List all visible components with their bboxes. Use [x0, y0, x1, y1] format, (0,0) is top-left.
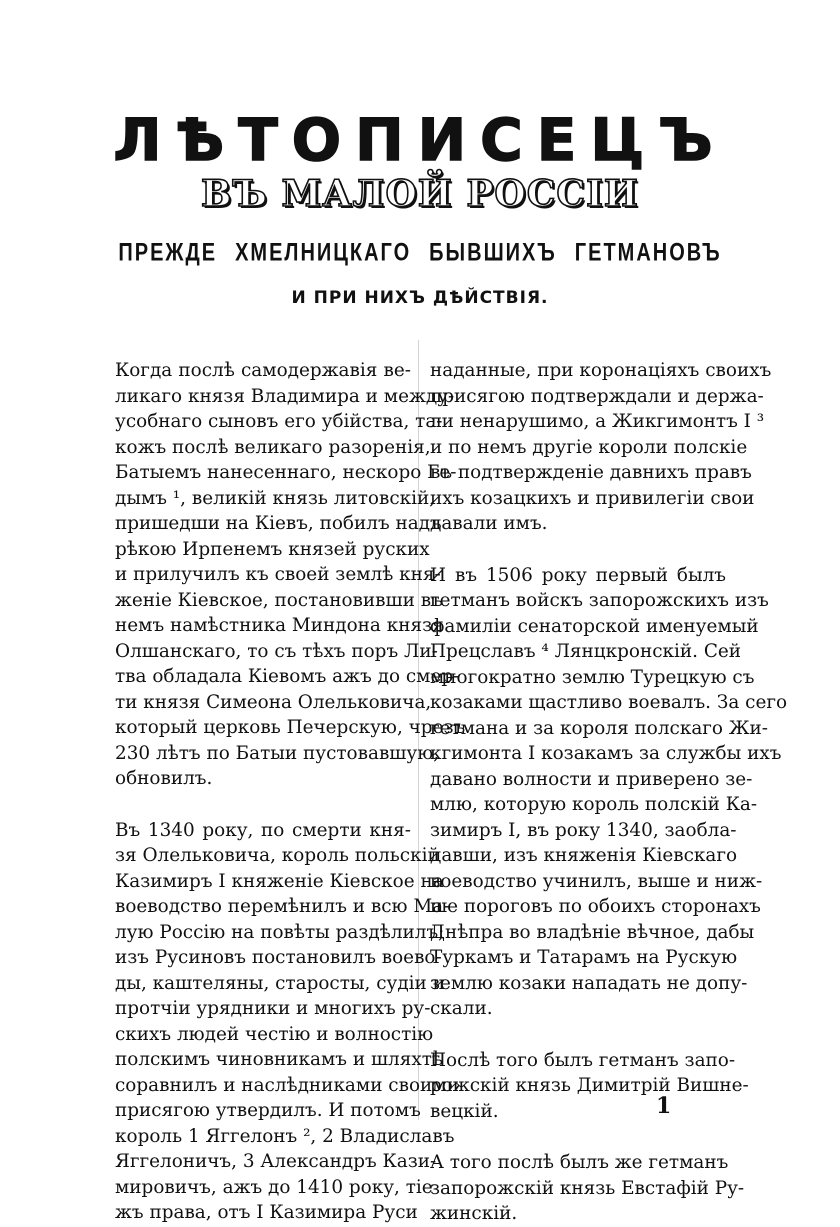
text-line: тва обладала Кіевомъ ажъ до смер-: [115, 666, 460, 687]
text-line: ти князя Симеона Олельковича,: [115, 691, 432, 713]
text-line: ихъ козацкихъ и привилегіи свои: [430, 487, 755, 509]
subtitle-word: БЫВШИХЪ: [429, 239, 557, 267]
text-line: Казимиръ I княженіе Кіевское на: [115, 870, 444, 892]
paragraph: [430, 358, 772, 537]
text-line: немъ намѣстника Миндона князя: [115, 615, 444, 636]
text-line: жъ права, отъ I Казимира Руси: [115, 1202, 418, 1223]
text-line: присягою подтверждали и держа-: [430, 385, 764, 407]
text-line: зя Олельковича, король польскій: [115, 845, 440, 866]
text-line: запорожскій князь Евстафій Ру-: [430, 1177, 745, 1199]
text-line: который церковь Печерскую, чрезъ: [115, 717, 466, 738]
right-column: [430, 358, 788, 1227]
page-subtitle-tertiary: И ПРИ НИХЪ ДѢЙСТВІЯ.: [291, 288, 549, 308]
text-line: полскимъ чиновникамъ и шляхтѣ: [115, 1049, 443, 1070]
page-title: ЛѢТОПИСЕЦЪ: [113, 106, 727, 174]
paragraph: [430, 1150, 745, 1227]
text-line: жинскій.: [430, 1203, 518, 1224]
text-line: пришедши на Кіевъ, побилъ надъ: [115, 513, 442, 534]
text-line: дымъ ¹, великій князь литовскій,: [115, 487, 436, 509]
text-line: воеводство учинилъ, выше и ниж-: [430, 870, 763, 892]
text-line: обновилъ.: [115, 768, 213, 789]
text-line: вецкій.: [430, 1100, 499, 1122]
text-line: въ подтвержденіе давнихъ правъ: [430, 462, 752, 483]
text-line: женіе Кіевское, постановивши въ: [115, 589, 443, 611]
text-line: гетманъ войскъ запорожскихъ изъ: [430, 590, 769, 611]
text-line: гетмана и за короля полскаго Жи-: [430, 717, 768, 739]
subtitle-word: ХМЕЛНИЦКАГО: [235, 239, 412, 267]
text-line: И въ 1506 року первый былъ: [430, 564, 726, 586]
subtitle-word: ГЕТМАНОВЪ: [574, 239, 722, 267]
text-line: мировичъ, ажъ до 1410 року, тіе: [115, 1176, 433, 1198]
text-line: ли ненарушимо, а Жикгимонтъ I ³: [430, 411, 765, 432]
text-line: Въ 1340 року, по смерти кня-: [115, 819, 411, 841]
text-line: скали.: [430, 998, 493, 1019]
text-line: Днѣпра во владѣніе вѣчное, дабы: [430, 921, 755, 943]
text-line: рѣкою Ирпенемъ князей руских: [115, 538, 430, 560]
text-line: давши, изъ княженія Кіевскаго: [430, 845, 738, 866]
text-line: А того послѣ былъ же гетманъ: [430, 1152, 729, 1173]
text-line: зимиръ I, въ року 1340, заобла-: [430, 819, 737, 841]
text-line: усобнаго сыновъ его убійства, та-: [115, 411, 443, 432]
text-line: давали имъ.: [430, 513, 548, 534]
text-line: землю козаки нападать не допу-: [430, 972, 748, 994]
paragraph: [430, 1048, 749, 1125]
text-line: кгимонта I козакамъ за службы ихъ: [430, 743, 782, 764]
text-line: Послѣ того былъ гетманъ запо-: [430, 1049, 736, 1071]
text-line: ды, каштеляны, старосты, судіи и: [115, 972, 445, 994]
text-line: млю, которую король полскій Ка-: [430, 794, 758, 815]
text-line: фамиліи сенаторской именуемый: [430, 615, 759, 637]
text-line: Батыемъ нанесеннаго, нескоро Ге-: [115, 462, 457, 483]
text-line: лую Россію на повѣты раздѣлилъ;: [115, 921, 445, 943]
text-line: давано волности и приверено зе-: [430, 768, 753, 790]
paragraph: [430, 563, 788, 1022]
text-line: король 1 Яггелонъ ², 2 Владиславъ: [115, 1125, 455, 1147]
text-line: и по немъ другіе короли полскіе: [430, 436, 748, 458]
page-subtitle-secondary: [0, 237, 840, 270]
text-line: Туркамъ и Татарамъ на Рускую: [430, 947, 738, 968]
text-line: ликагo князя Владимира и между-: [115, 385, 455, 407]
text-line: протчіи урядники и многихъ ру-: [115, 998, 431, 1019]
paragraph: [115, 358, 466, 792]
page-subtitle: ВЪ МАЛОЙ РОССІИ: [201, 173, 639, 215]
text-line: рожскій князь Димитрій Вишне-: [430, 1075, 749, 1096]
text-line: скихъ людей честію и волностію: [115, 1023, 434, 1045]
text-line: многократно землю Турецкую съ: [430, 666, 755, 688]
text-line: Прецславъ ⁴ Лянцкронскій. Сей: [430, 641, 742, 662]
subtitle-word: ПРЕЖДЕ: [118, 239, 218, 267]
text-line: кожъ послѣ великаго разоренія,: [115, 436, 431, 458]
text-line: Когда послѣ самодержавія ве-: [115, 360, 411, 381]
text-line: Яггелоничъ, 3 Александръ Кази-: [115, 1151, 437, 1172]
text-line: изъ Русиновъ постановилъ воево-: [115, 947, 442, 968]
text-line: воеводство перемѣнилъ и всю Ма-: [115, 896, 450, 917]
paragraph: [115, 818, 459, 1226]
text-line: наданные, при коронаціяхъ своихъ: [430, 360, 772, 381]
text-line: соравнилъ и наслѣдниками своими: [115, 1074, 459, 1096]
page-number: 1: [656, 1093, 672, 1119]
text-line: и прилучилъ къ своей землѣ кня-: [115, 564, 441, 585]
text-line: ше пороговъ по обоихъ сторонахъ: [430, 896, 761, 917]
text-line: присягою утвердилъ. И потомъ: [115, 1100, 421, 1121]
text-line: Олшанскаго, то съ тѣхъ поръ Ли-: [115, 640, 438, 662]
text-line: 230 лѣтъ по Батыи пустовавшую,: [115, 742, 440, 764]
text-line: козаками щастливо воевалъ. За сего: [430, 692, 788, 713]
